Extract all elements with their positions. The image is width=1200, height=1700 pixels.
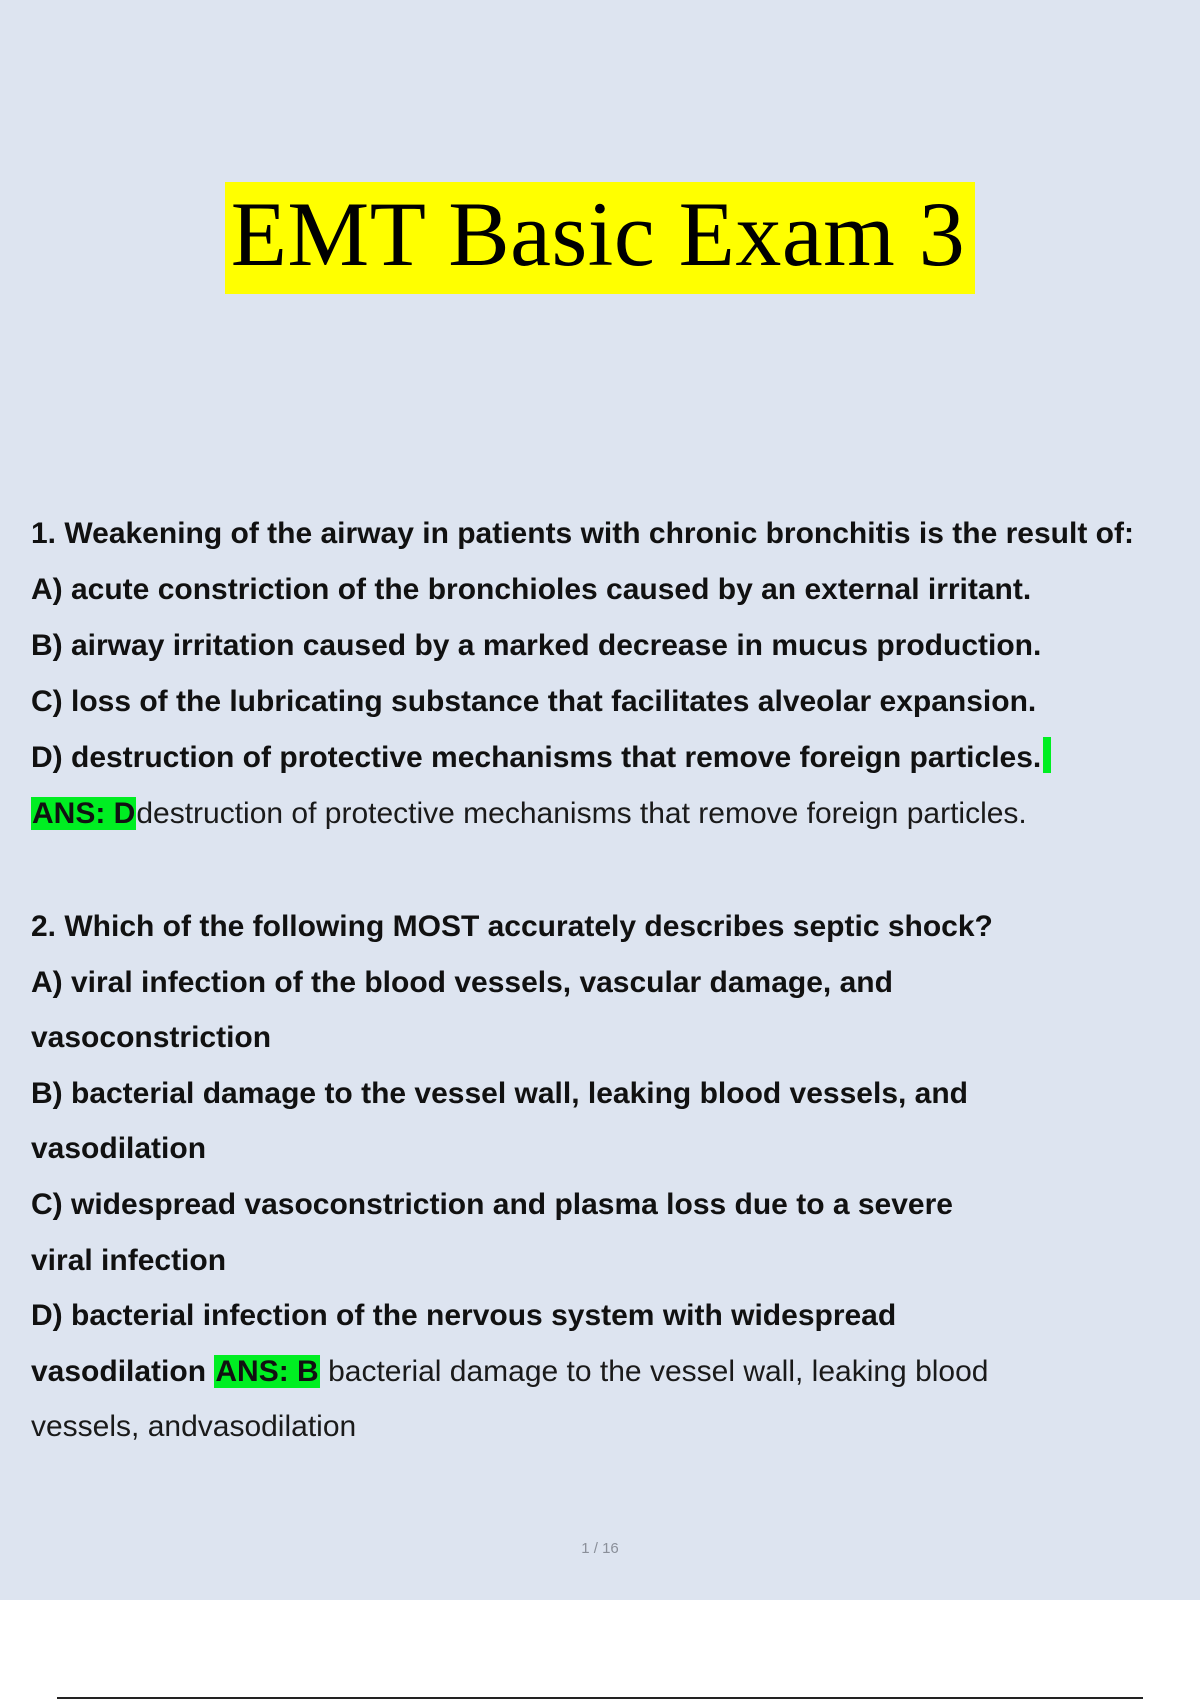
document-title: EMT Basic Exam 3 xyxy=(225,182,976,294)
question-1-text: 1. Weakening of the airway in patients with chronic bronchitis is the result of: xyxy=(31,517,1134,550)
question-1-answer-line xyxy=(31,786,1200,842)
next-page-divider xyxy=(57,1697,1143,1699)
question-2-option-d: D) bacterial infection of the nervous system with widespread xyxy=(31,1299,897,1333)
question-1-option-d-line xyxy=(31,730,1200,786)
answer-text-continued: vessels, andvasodilation xyxy=(31,1410,357,1444)
question-2-option-b: B) bacterial damage to the vessel wall, leaking blood vessels, and xyxy=(31,1076,969,1110)
questions-container xyxy=(31,506,1200,1455)
question-2-option-c-cont: viral infection xyxy=(31,1243,227,1277)
question-2-option-b-cont: vasodilation xyxy=(31,1132,207,1166)
question-1-option-d: D) destruction of protective mechanisms that remove foreign particles. xyxy=(31,741,1042,774)
question-2-option-c: C) widespread vasoconstriction and plasma loss due to a severe xyxy=(31,1187,953,1221)
answer-text: bacterial damage to the vessel wall, leaking blood xyxy=(328,1354,989,1388)
highlight-marker xyxy=(1043,737,1051,773)
question-2-option-d-cont: vasodilation xyxy=(31,1354,207,1388)
question-2-text: 2. Which of the following MOST accurately describes septic shock? xyxy=(31,910,993,943)
answer-text: destruction of protective mechanisms that remove foreign particles. xyxy=(136,797,1027,830)
question-2-answer-line xyxy=(31,1344,1200,1400)
question-1-option-a: A) acute constriction of the bronchioles caused by an external irritant. xyxy=(31,573,1032,606)
question-2 xyxy=(31,899,1200,1455)
answer-tag: ANS: D xyxy=(32,797,136,830)
question-1-option-c: C) loss of the lubricating substance that facilitates alveolar expansion. xyxy=(31,685,1037,718)
question-1-option-b: B) airway irritation caused by a marked decrease in mucus production. xyxy=(31,629,1042,662)
question-2-option-a: A) viral infection of the blood vessels, vascular damage, and xyxy=(31,965,893,999)
title-container xyxy=(0,182,1200,294)
page-number: 1 / 16 xyxy=(581,1540,619,1557)
answer-tag: ANS: B xyxy=(215,1354,319,1388)
question-2-option-a-cont: vasoconstriction xyxy=(31,1021,272,1055)
question-1 xyxy=(31,506,1200,842)
